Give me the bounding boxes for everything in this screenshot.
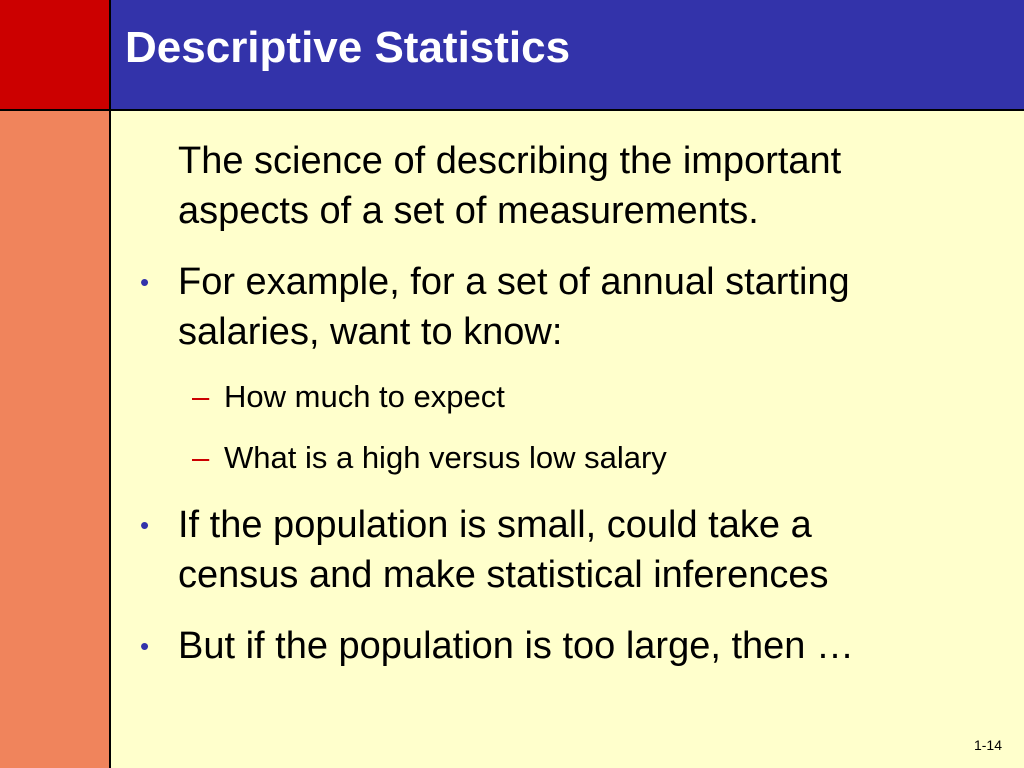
bullet-marker: • xyxy=(140,631,150,661)
bullet-1-line-2: salaries, want to know: xyxy=(178,311,563,353)
corner-block xyxy=(0,0,111,111)
bullet-marker: • xyxy=(140,510,150,540)
title-bar xyxy=(111,0,1024,111)
bullet-2-line-1: If the population is small, could take a xyxy=(178,504,812,546)
slide-content xyxy=(111,111,1024,768)
bullet-marker: • xyxy=(140,267,150,297)
intro-line-1: The science of describing the important xyxy=(178,140,842,182)
bullet-3-line-1: But if the population is too large, then … xyxy=(178,625,854,667)
slide-title: Descriptive Statistics xyxy=(125,23,571,72)
intro-line-2: aspects of a set of measurements. xyxy=(178,190,759,232)
bullet-2-line-2: census and make statistical inferences xyxy=(178,554,829,596)
sub-bullet-marker: – xyxy=(192,379,210,414)
left-accent-strip xyxy=(0,111,111,768)
bullet-1-line-1: For example, for a set of annual starting xyxy=(178,261,850,303)
sub-bullet-1: How much to expect xyxy=(224,379,505,414)
slide-number: 1-14 xyxy=(973,737,1002,753)
sub-bullet-marker: – xyxy=(192,440,210,475)
sub-bullet-2: What is a high versus low salary xyxy=(224,440,667,475)
